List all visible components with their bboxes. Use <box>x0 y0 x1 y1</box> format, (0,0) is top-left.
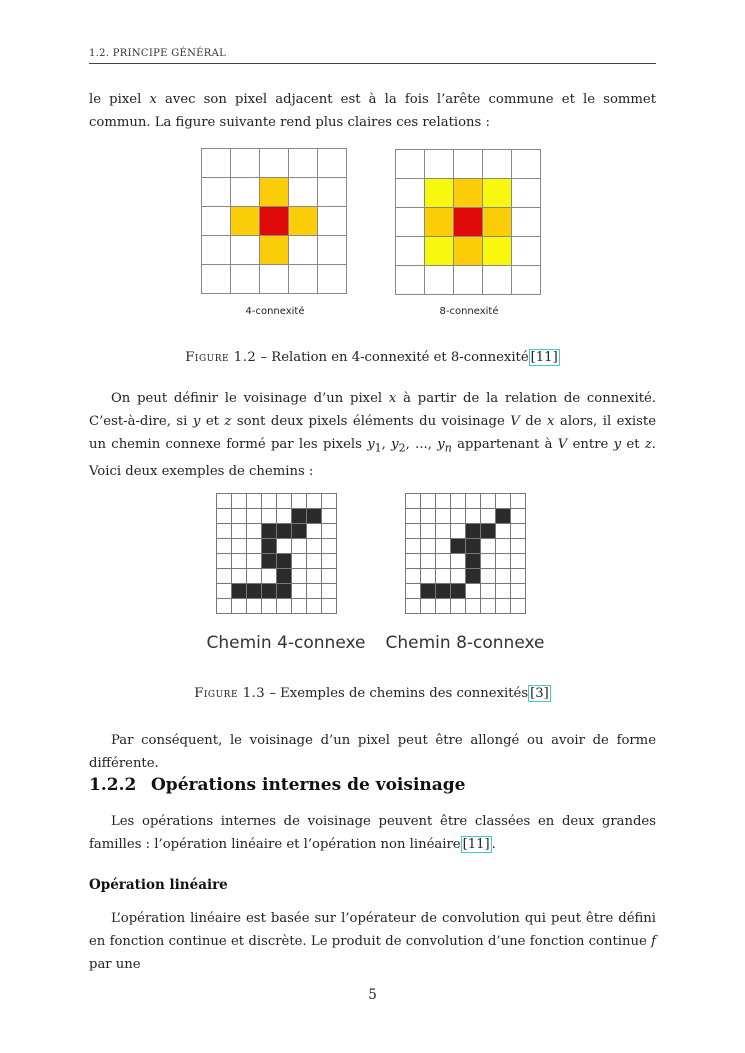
path-cell <box>496 494 511 509</box>
path-cell <box>451 554 466 569</box>
grid-cell <box>512 237 541 266</box>
path-cell <box>247 554 262 569</box>
path-cell <box>421 509 436 524</box>
path-cell <box>262 599 277 614</box>
running-header: 1.2. PRINCIPE GÉNÉRAL <box>89 48 656 64</box>
path-cell <box>232 524 247 539</box>
grid-cell <box>231 149 260 178</box>
path-cell <box>292 539 307 554</box>
paragraph-consequence: Par conséquent, le voisinage d’un pixel peut être allongé ou avoir de forme différente. <box>89 733 656 771</box>
path-cell <box>481 524 496 539</box>
grid-cell <box>396 208 425 237</box>
grid-cell <box>289 207 318 236</box>
path-cell <box>307 584 322 599</box>
path-cell <box>307 524 322 539</box>
path-cell <box>322 539 337 554</box>
path-cell <box>277 599 292 614</box>
path-cell <box>421 494 436 509</box>
figure-8-connexity-grid <box>395 149 543 298</box>
path-cell <box>247 524 262 539</box>
path-cell <box>262 569 277 584</box>
grid-cell <box>512 179 541 208</box>
page-number: 5 <box>368 987 377 1003</box>
path-cell <box>451 494 466 509</box>
grid-cell <box>289 236 318 265</box>
path-cell <box>217 524 232 539</box>
path-cell <box>481 494 496 509</box>
grid-cell <box>454 208 483 237</box>
grid-cell <box>260 149 289 178</box>
path-cell <box>496 509 511 524</box>
path-cell <box>511 539 526 554</box>
path-cell <box>436 494 451 509</box>
path-cell <box>406 554 421 569</box>
path-cell <box>496 554 511 569</box>
path-cell <box>307 494 322 509</box>
path-cell <box>262 494 277 509</box>
path-cell <box>232 569 247 584</box>
grid-cell <box>396 266 425 295</box>
citation-link[interactable]: [11] <box>462 837 490 852</box>
path-cell <box>481 569 496 584</box>
path-cell <box>511 524 526 539</box>
path-cell <box>406 509 421 524</box>
label-4-connexity: 4-connexité <box>245 306 305 317</box>
path-cell <box>262 509 277 524</box>
path-cell <box>277 494 292 509</box>
grid-cell <box>483 237 512 266</box>
grid-cell <box>512 266 541 295</box>
path-cell <box>481 599 496 614</box>
path-cell <box>436 539 451 554</box>
path-cell <box>421 584 436 599</box>
grid-cell <box>318 178 347 207</box>
grid-cell <box>425 266 454 295</box>
path-cell <box>466 509 481 524</box>
path-cell <box>217 539 232 554</box>
path-cell <box>247 539 262 554</box>
path-cell <box>466 494 481 509</box>
path-cell <box>511 494 526 509</box>
path-cell <box>436 554 451 569</box>
path-cell <box>466 569 481 584</box>
path-cell <box>421 599 436 614</box>
path-cell <box>247 494 262 509</box>
path-cell <box>451 599 466 614</box>
path-cell <box>277 554 292 569</box>
path-cell <box>307 554 322 569</box>
grid-cell <box>289 149 318 178</box>
label-8-connexity: 8-connexité <box>439 306 499 317</box>
caption-figure-1-3: Figure 1.3 – Exemples de chemins des connexités [3] <box>194 686 549 701</box>
grid-cell <box>483 150 512 179</box>
path-cell <box>511 569 526 584</box>
label-chemin-4-connexe: Chemin 4-connexe <box>206 633 366 653</box>
grid-cell <box>318 265 347 294</box>
path-cell <box>406 599 421 614</box>
path-cell <box>496 599 511 614</box>
path-cell <box>322 554 337 569</box>
path-cell <box>307 599 322 614</box>
grid-cell <box>202 265 231 294</box>
path-cell <box>406 494 421 509</box>
path-cell <box>481 584 496 599</box>
path-cell <box>292 584 307 599</box>
figure-4-connexity-grid <box>201 148 349 298</box>
path-cell <box>406 524 421 539</box>
grid-cell <box>202 178 231 207</box>
grid-cell <box>260 178 289 207</box>
path-cell <box>481 539 496 554</box>
path-cell <box>481 554 496 569</box>
path-cell <box>466 554 481 569</box>
path-cell <box>511 509 526 524</box>
grid-cell <box>454 237 483 266</box>
grid-cell <box>454 179 483 208</box>
grid-cell <box>318 207 347 236</box>
grid-cell <box>260 265 289 294</box>
path-cell <box>292 569 307 584</box>
grid-cell <box>512 150 541 179</box>
path-cell <box>292 494 307 509</box>
path-cell <box>466 524 481 539</box>
path-cell <box>232 554 247 569</box>
subsection-heading: Opération linéaire <box>89 877 228 893</box>
path-cell <box>217 509 232 524</box>
path-cell <box>277 584 292 599</box>
paragraph-intro: le pixel x avec son pixel adjacent est à la fois l’arête commune et le sommet commun. La figure suivante rend plus claires ces relations : <box>89 92 656 130</box>
path-cell <box>436 524 451 539</box>
grid-cell <box>483 266 512 295</box>
path-cell <box>247 584 262 599</box>
grid-cell <box>454 150 483 179</box>
grid-cell <box>231 265 260 294</box>
path-cell <box>511 599 526 614</box>
path-cell <box>466 599 481 614</box>
grid-cell <box>260 236 289 265</box>
path-cell <box>247 509 262 524</box>
grid-cell <box>231 207 260 236</box>
path-cell <box>262 539 277 554</box>
path-cell <box>217 554 232 569</box>
path-cell <box>232 494 247 509</box>
figure-path-4-connexe <box>216 493 337 614</box>
path-cell <box>247 599 262 614</box>
path-cell <box>292 524 307 539</box>
path-cell <box>322 599 337 614</box>
grid-cell <box>396 237 425 266</box>
path-cell <box>322 509 337 524</box>
path-cell <box>232 509 247 524</box>
grid-cell <box>202 236 231 265</box>
grid-cell <box>454 266 483 295</box>
path-cell <box>247 569 262 584</box>
citation-link[interactable]: [3] <box>530 686 549 701</box>
grid-cell <box>512 208 541 237</box>
path-cell <box>262 554 277 569</box>
path-cell <box>406 539 421 554</box>
path-cell <box>217 494 232 509</box>
path-cell <box>292 509 307 524</box>
path-cell <box>451 509 466 524</box>
path-cell <box>496 524 511 539</box>
math-x: x <box>149 92 157 107</box>
grid-cell <box>483 179 512 208</box>
path-cell <box>277 539 292 554</box>
path-cell <box>436 509 451 524</box>
path-cell <box>262 524 277 539</box>
grid-cell <box>425 179 454 208</box>
path-cell <box>451 539 466 554</box>
path-cell <box>406 584 421 599</box>
path-cell <box>322 584 337 599</box>
path-cell <box>262 584 277 599</box>
grid-cell <box>483 208 512 237</box>
path-cell <box>322 569 337 584</box>
path-cell <box>436 599 451 614</box>
path-cell <box>292 599 307 614</box>
figure-path-8-connexe <box>405 493 526 614</box>
grid-cell <box>231 178 260 207</box>
path-cell <box>277 569 292 584</box>
section-heading: 1.2.2 Opérations internes de voisinage <box>89 775 466 795</box>
path-cell <box>496 569 511 584</box>
paragraph-neighborhood: On peut définir le voisinage d’un pixel x à partir de la relation de connexité. C’est-à-dire, si y et z sont deux pixels éléments du voisinage V de x alors, il existe un chemin connexe formé par les pixels $y_1$, $y_2$, ..., $y_n$ appartenant à V entre y et z. Voici deux exemples de chemins : <box>89 391 657 479</box>
path-cell <box>277 509 292 524</box>
path-cell <box>436 569 451 584</box>
path-cell <box>451 584 466 599</box>
path-cell <box>217 584 232 599</box>
grid-cell <box>202 207 231 236</box>
path-cell <box>232 584 247 599</box>
grid-cell <box>396 179 425 208</box>
path-cell <box>421 554 436 569</box>
caption-figure-1-2: Figure 1.2 – Relation en 4-connexité et 8-connexité [11] <box>185 350 558 365</box>
grid-cell <box>396 150 425 179</box>
path-cell <box>406 569 421 584</box>
grid-cell <box>202 149 231 178</box>
grid-cell <box>289 265 318 294</box>
path-cell <box>277 524 292 539</box>
path-cell <box>421 539 436 554</box>
grid-cell <box>425 150 454 179</box>
grid-cell <box>231 236 260 265</box>
grid-cell <box>425 237 454 266</box>
path-cell <box>217 599 232 614</box>
path-cell <box>511 554 526 569</box>
path-cell <box>421 569 436 584</box>
path-cell <box>292 554 307 569</box>
path-cell <box>322 524 337 539</box>
paragraph-operations: Les opérations internes de voisinage peuvent être classées en deux grandes familles : l’opération linéaire et l’opération non linéaire [11] . <box>89 814 656 852</box>
path-cell <box>217 569 232 584</box>
path-cell <box>322 494 337 509</box>
path-cell <box>466 584 481 599</box>
grid-cell <box>318 236 347 265</box>
path-cell <box>232 599 247 614</box>
grid-cell <box>425 208 454 237</box>
citation-link[interactable]: [11] <box>530 350 558 365</box>
path-cell <box>511 584 526 599</box>
label-chemin-8-connexe: Chemin 8-connexe <box>385 633 545 653</box>
path-cell <box>481 509 496 524</box>
path-cell <box>451 524 466 539</box>
path-cell <box>451 569 466 584</box>
paragraph-linear-op: L’opération linéaire est basée sur l’opérateur de convolution qui peut être défini en fonction continue et discrète. Le produit de convolution d’une fonction continue f par une <box>89 911 656 972</box>
path-cell <box>466 539 481 554</box>
path-cell <box>232 539 247 554</box>
path-cell <box>307 509 322 524</box>
grid-cell <box>289 178 318 207</box>
path-cell <box>496 539 511 554</box>
grid-cell <box>318 149 347 178</box>
path-cell <box>307 569 322 584</box>
grid-cell <box>260 207 289 236</box>
path-cell <box>421 524 436 539</box>
path-cell <box>496 584 511 599</box>
path-cell <box>307 539 322 554</box>
path-cell <box>436 584 451 599</box>
